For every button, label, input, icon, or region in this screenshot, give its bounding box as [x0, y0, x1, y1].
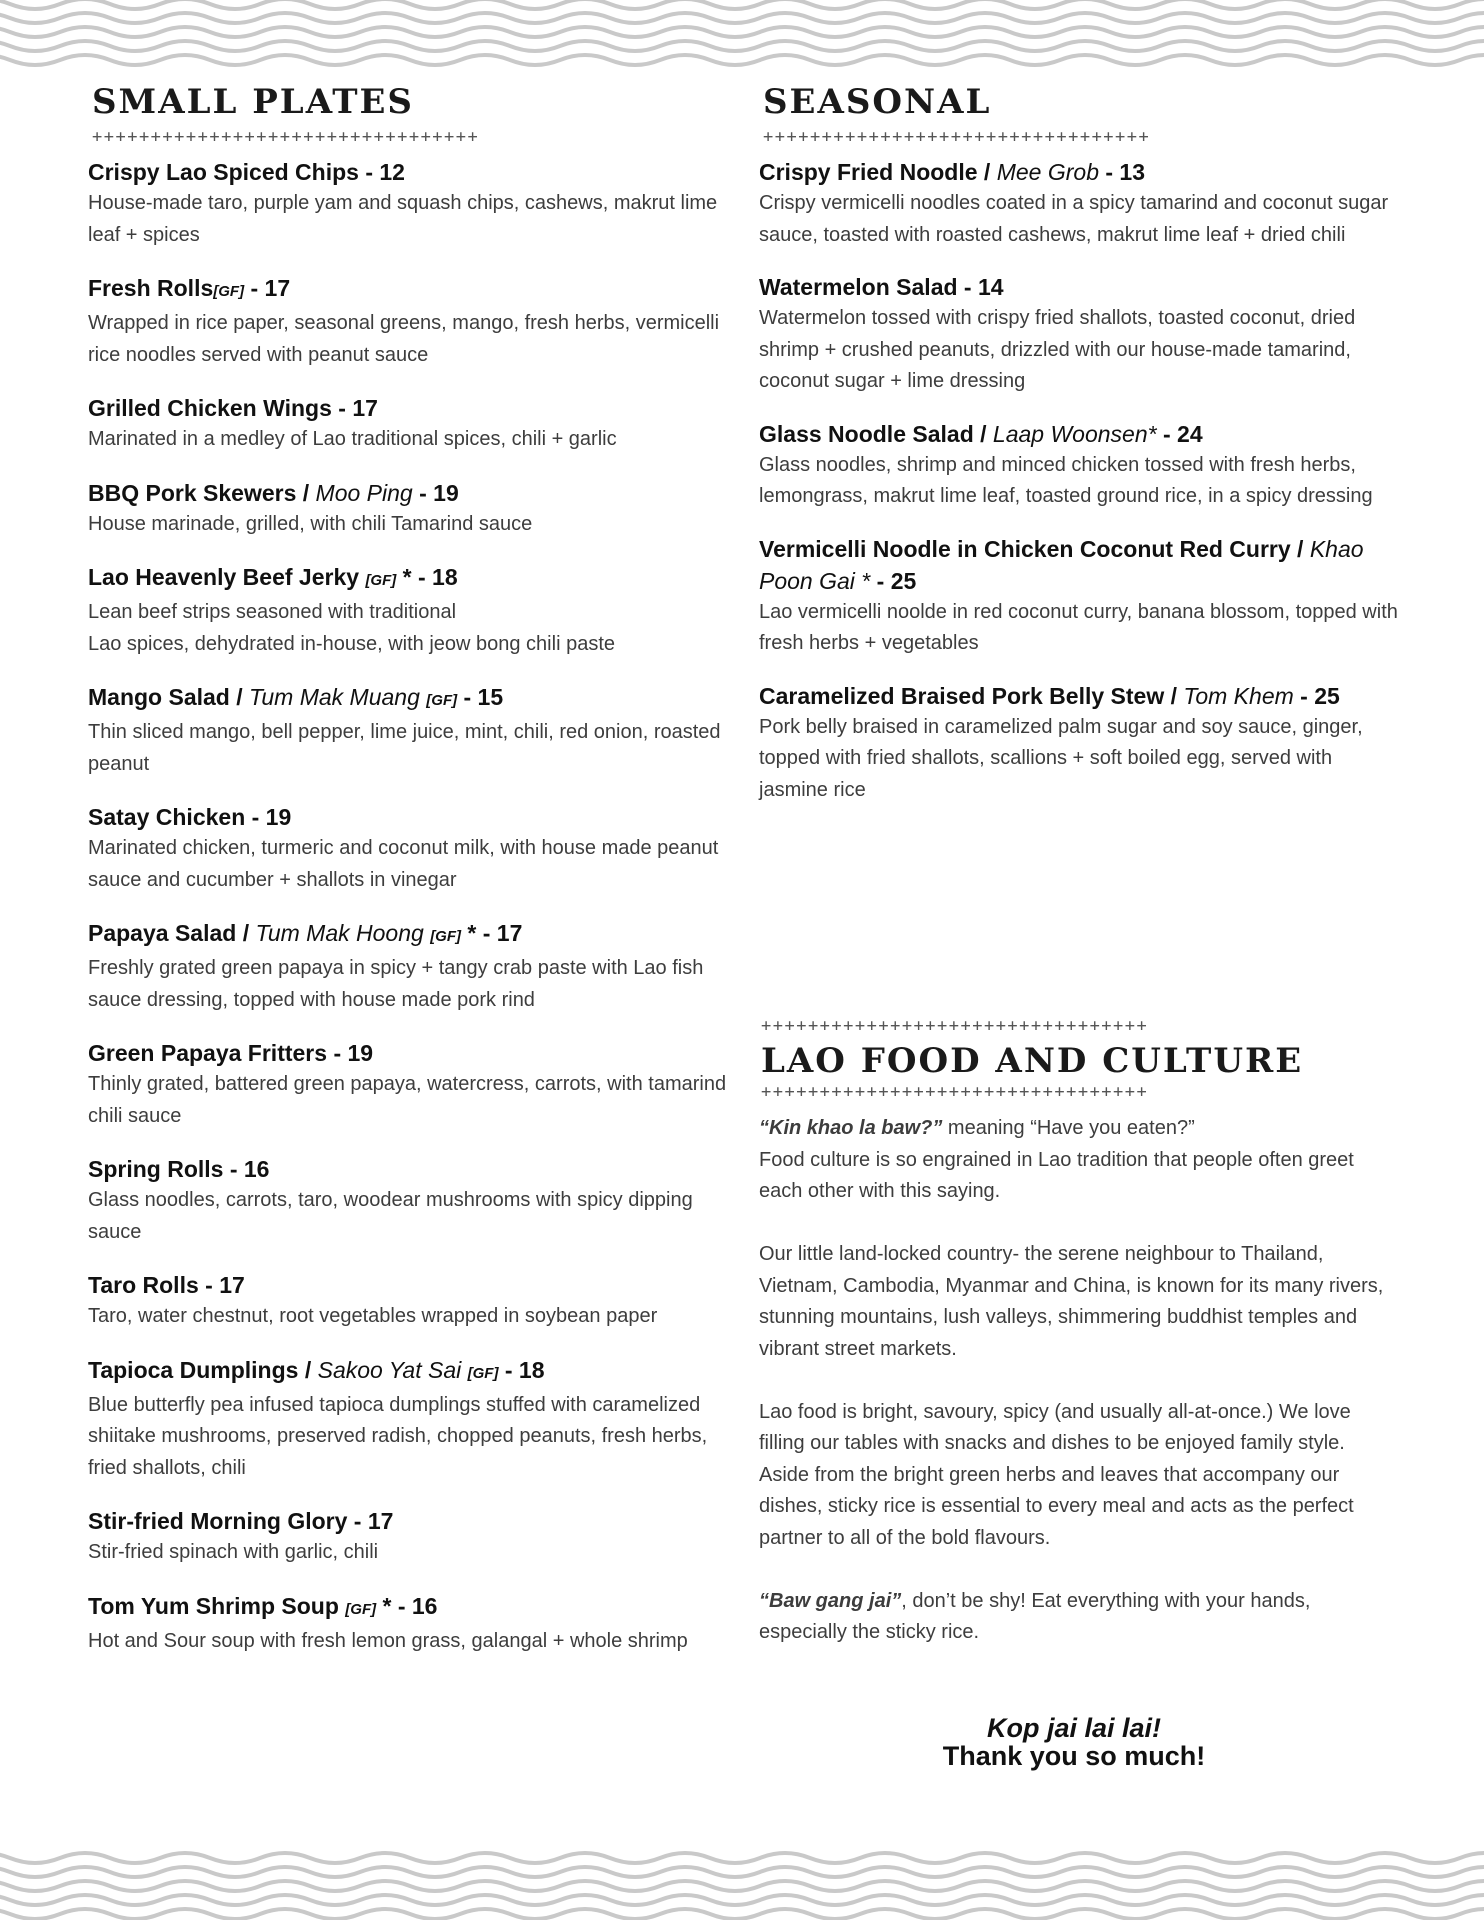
small-plates-divider: +++++++++++++++++++++++++++++++++ — [92, 127, 480, 147]
menu-item — [88, 917, 738, 1016]
menu-item-description: Freshly grated green papaya in spicy + tangy crab paste with Lao fish sauce dressing, topped with house made pork rind — [88, 957, 704, 1011]
menu-item-name: Caramelized Braised Pork Belly Stew / — [759, 682, 1184, 709]
menu-item-price: - 19 — [412, 479, 459, 506]
menu-item-price: - 15 — [457, 684, 504, 710]
menu-item-name: Mango Salad / — [88, 684, 250, 710]
menu-item-lao-name: Moo Ping — [315, 479, 413, 506]
menu-item-name: Grilled Chicken Wings - 17 — [88, 395, 378, 421]
menu-item — [759, 533, 1399, 660]
menu-item-title — [88, 1153, 738, 1185]
menu-item — [759, 271, 1399, 398]
menu-item-price: - 25 — [876, 567, 917, 594]
small-plates-list — [88, 156, 738, 1657]
menu-item-description: Taro, water chestnut, root vegetables wrapped in soybean paper — [88, 1305, 658, 1327]
menu-item-title — [759, 680, 1399, 712]
menu-item-title — [88, 1037, 738, 1069]
menu-item — [88, 1269, 738, 1333]
thank-you-lao: Kop jai lai lai! — [986, 1713, 1162, 1743]
greeting-explanation: Food culture is so engrained in Lao tradition that people often greet each other with this saying. — [759, 1148, 1354, 1202]
wave-line — [0, 13, 1484, 23]
thank-you-message — [759, 1714, 1389, 1770]
gluten-free-badge: [GF] — [365, 572, 397, 589]
culture-paragraph-3: Lao food is bright, savoury, spicy (and usually all-at-once.) We love filling our tables with snacks and dishes to be enjoyed family style. Aside from the bright green herbs and leaves that accompany our dishes, sticky rice is essential to every meal and acts as the perfect partner to all of the bold flavours. — [759, 1400, 1354, 1549]
wave-line — [0, 1895, 1484, 1905]
bottom-wave-border — [0, 1846, 1484, 1920]
menu-item-name: Green Papaya Fritters - 19 — [88, 1040, 374, 1066]
gluten-free-badge: [GF] — [345, 1600, 377, 1618]
menu-item — [759, 156, 1399, 251]
menu-item-lao-name: Tum Mak Hoong — [255, 920, 431, 946]
menu-item-description: Lean beef strips seasoned with traditional — [88, 601, 457, 623]
menu-item-title — [88, 681, 738, 717]
menu-item-name: Satay Chicken - 19 — [88, 804, 292, 830]
menu-item — [88, 272, 738, 371]
menu-item-name: Papaya Salad / — [88, 920, 256, 946]
menu-item-price: - 24 — [1163, 420, 1203, 447]
wave-line — [0, 1853, 1484, 1863]
menu-item-description: Crispy vermicelli noodles coated in a spicy tamarind and coconut sugar sauce, toasted with roasted cashews, makrut lime leaf + dried chili — [759, 192, 1389, 246]
small-plates-heading: SMALL PLATES — [92, 82, 414, 122]
gluten-free-badge: [GF] — [426, 692, 458, 709]
menu-item-description: Watermelon tossed with crispy fried shallots, toasted coconut, dried shrimp + crushed peanuts, drizzled with our house-made tamarind, coconut sugar + lime dressing — [759, 307, 1356, 392]
menu-item-name: Fresh Rolls — [88, 275, 214, 301]
menu-item-description: Hot and Sour soup with fresh lemon grass, galangal + whole shrimp — [88, 1629, 688, 1652]
culture-divider-top: +++++++++++++++++++++++++++++++++ — [761, 1016, 1149, 1036]
small-plates-section — [88, 82, 738, 1657]
menu-item-title — [88, 917, 738, 953]
menu-item-title — [88, 1505, 738, 1537]
menu-item-description: Wrapped in rice paper, seasonal greens, mango, fresh herbs, vermicelli rice noodles served with peanut sauce — [88, 312, 720, 366]
menu-item-name: Crispy Lao Spiced Chips - 12 — [88, 159, 405, 185]
menu-item-name: BBQ Pork Skewers / — [88, 479, 316, 506]
menu-item — [88, 801, 738, 896]
baw-gang-jai-text: , don’t be shy! Eat everything with your hands, especially the sticky rice. — [759, 1589, 1311, 1643]
menu-item — [88, 477, 738, 541]
menu-item-description: Thin sliced mango, bell pepper, lime juice, mint, chili, red onion, roasted peanut — [88, 721, 721, 775]
culture-heading: LAO FOOD AND CULTURE — [761, 1041, 1304, 1081]
culture-divider-bottom: +++++++++++++++++++++++++++++++++ — [761, 1082, 1149, 1102]
menu-item-price: - 13 — [1098, 159, 1146, 185]
menu-item-description: House-made taro, purple yam and squash chips, cashews, makrut lime leaf + spices — [88, 192, 718, 246]
greeting-phrase: “Kin khao la baw?” — [759, 1117, 943, 1139]
menu-item-title — [88, 561, 738, 597]
menu-item — [759, 680, 1399, 807]
menu-item-description: Lao spices, dehydrated in-house, with jeow bong chili paste — [88, 632, 615, 655]
menu-item-price: - 17 — [244, 275, 291, 301]
menu-item-title — [88, 392, 738, 424]
culture-paragraph-4 — [759, 1586, 1399, 1649]
wave-line — [0, 55, 1484, 65]
menu-item-title — [88, 272, 738, 308]
menu-item-lao-name: Khao Poon Gai * — [759, 535, 1364, 594]
menu-item-title — [88, 1269, 738, 1301]
menu-item-name: Watermelon Salad - 14 — [759, 274, 1004, 300]
baw-gang-jai-phrase: “Baw gang jai” — [759, 1589, 902, 1612]
lao-food-culture-section — [759, 1015, 1399, 1649]
menu-item-title — [88, 156, 738, 188]
menu-item — [88, 561, 738, 660]
menu-item-description: Lao vermicelli noolde in red coconut curry, banana blossom, topped with fresh herbs + vegetables — [759, 600, 1398, 654]
menu-item-price: * - 16 — [376, 1592, 438, 1619]
menu-item-title — [759, 418, 1399, 450]
menu-item-name: Spring Rolls - 16 — [88, 1156, 270, 1182]
menu-item-title — [759, 533, 1399, 597]
wave-line — [0, 27, 1484, 37]
menu-item — [88, 156, 738, 251]
menu-item-lao-name: Tum Mak Muang — [249, 684, 427, 710]
menu-item-description: Pork belly braised in caramelized palm sugar and soy sauce, ginger, topped with fried shallots, scallions + soft boiled egg, served with jasmine rice — [759, 715, 1363, 801]
menu-item — [88, 681, 738, 780]
menu-item-description: Thinly grated, battered green papaya, watercress, carrots, with tamarind chili sauce — [88, 1073, 727, 1127]
seasonal-divider: +++++++++++++++++++++++++++++++++ — [763, 127, 1151, 147]
menu-item-title — [88, 477, 738, 509]
gluten-free-badge: [GF] — [467, 1364, 499, 1382]
menu-item — [88, 1153, 738, 1248]
thank-you-english: Thank you so much! — [942, 1741, 1206, 1771]
greeting-meaning: meaning “Have you eaten?” — [942, 1117, 1195, 1139]
wave-line — [0, 0, 1484, 9]
menu-item-name: Stir-fried Morning Glory - 17 — [88, 1508, 394, 1534]
menu-item-lao-name: Sakoo Yat Sai — [317, 1356, 468, 1383]
menu-item-name: Tom Yum Shrimp Soup — [88, 1592, 346, 1619]
culture-body — [759, 1113, 1399, 1649]
menu-item-description: Marinated chicken, turmeric and coconut milk, with house made peanut sauce and cucumber + shallots in vinegar — [88, 837, 719, 891]
menu-item-name: Vermicelli Noodle in Chicken Coconut Red Curry / — [759, 535, 1310, 562]
menu-item — [88, 1037, 738, 1132]
menu-item-lao-name: Tom Khem — [1183, 682, 1301, 709]
menu-item-title — [759, 156, 1399, 188]
menu-item-description: Blue butterfly pea infused tapioca dumplings stuffed with caramelized shiitake mushrooms, preserved radish, chopped peanuts, fresh herbs, fried shallots, chili — [88, 1393, 708, 1479]
menu-item-price: * - 18 — [396, 564, 458, 590]
menu-item-name: Tapioca Dumplings / — [88, 1356, 318, 1383]
menu-item-description: Stir-fried spinach with garlic, chili — [88, 1541, 379, 1563]
menu-item-lao-name: Mee Grob — [996, 159, 1099, 185]
wave-line — [0, 1881, 1484, 1891]
menu-item-description: Marinated in a medley of Lao traditional spices, chili + garlic — [88, 428, 617, 450]
top-wave-border — [0, 0, 1484, 72]
wave-line — [0, 1909, 1484, 1919]
menu-item-title — [88, 1590, 738, 1626]
menu-item — [88, 1505, 738, 1569]
menu-item — [88, 1354, 738, 1485]
seasonal-heading: SEASONAL — [763, 82, 992, 122]
seasonal-section — [759, 82, 1399, 806]
menu-item-title — [88, 1354, 738, 1390]
menu-item — [88, 1590, 738, 1658]
gluten-free-badge: [GF] — [213, 283, 245, 300]
wave-line — [0, 1867, 1484, 1877]
menu-item — [88, 392, 738, 456]
menu-item-price: - 25 — [1300, 682, 1340, 709]
menu-item-title — [88, 801, 738, 833]
menu-item-title — [759, 271, 1399, 303]
menu-item-name: Taro Rolls - 17 — [88, 1272, 245, 1298]
gluten-free-badge: [GF] — [430, 928, 462, 945]
menu-item-description: Glass noodles, shrimp and minced chicken tossed with fresh herbs, lemongrass, makrut lime leaf, toasted ground rice, in a spicy dressing — [759, 453, 1373, 507]
menu-item-lao-name: Laap Woonsen* — [992, 420, 1163, 447]
menu-item-description: Glass noodles, carrots, taro, woodear mushrooms with spicy dipping sauce — [88, 1189, 693, 1243]
seasonal-list — [759, 156, 1399, 806]
menu-item-name: Lao Heavenly Beef Jerky — [88, 564, 366, 590]
culture-paragraph-1 — [759, 1113, 1399, 1208]
wave-line — [0, 41, 1484, 51]
menu-item-name: Glass Noodle Salad / — [759, 420, 993, 447]
menu-item-price: * - 17 — [461, 920, 523, 946]
menu-item-description: House marinade, grilled, with chili Tamarind sauce — [88, 512, 533, 535]
culture-paragraph-2: Our little land-locked country- the serene neighbour to Thailand, Vietnam, Cambodia, Myanmar and China, is known for its many rivers, stunning mountains, lush valleys, shimmering buddhist temples and vibrant street markets. — [759, 1243, 1384, 1360]
menu-item-price: - 18 — [498, 1356, 545, 1383]
menu-item-name: Crispy Fried Noodle / — [759, 159, 997, 185]
menu-item — [759, 418, 1399, 513]
